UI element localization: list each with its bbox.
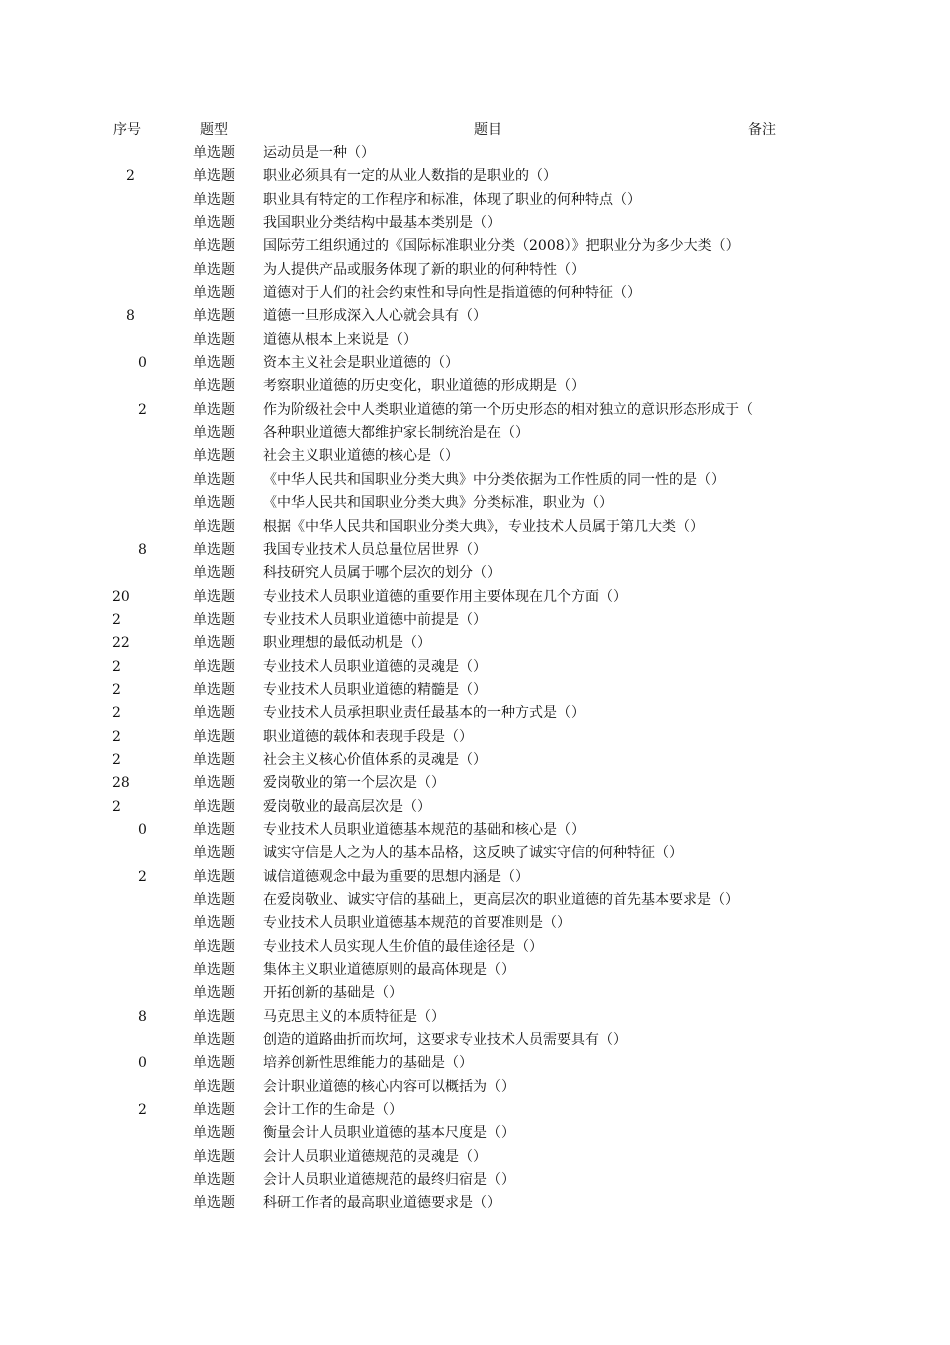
- row-number: 2: [112, 728, 121, 745]
- row-type: 单选题: [193, 168, 235, 185]
- row-type: 单选题: [193, 705, 235, 722]
- row-type: 单选题: [193, 751, 235, 768]
- row-question: 为人提供产品或服务体现了新的职业的何种特性（）: [263, 261, 585, 278]
- table-header: [0, 119, 950, 141]
- table-row: [0, 1006, 950, 1029]
- table-row: [0, 1076, 950, 1099]
- table-row: [0, 165, 950, 188]
- row-type: 单选题: [193, 845, 235, 862]
- row-type: 单选题: [193, 145, 235, 161]
- table-row: [0, 702, 950, 725]
- row-number: 28: [112, 775, 130, 792]
- table-row: [0, 259, 950, 282]
- row-type: 单选题: [193, 635, 235, 652]
- row-type: 单选题: [193, 588, 235, 605]
- row-type: 单选题: [193, 471, 235, 488]
- row-question: 国际劳工组织通过的《国际标准职业分类（2008）》把职业分为多少大类（）: [263, 238, 740, 255]
- table-row: [0, 375, 950, 398]
- table-row: [0, 679, 950, 702]
- row-type: 单选题: [193, 962, 235, 979]
- table-row: [0, 726, 950, 749]
- table-row: [0, 562, 950, 585]
- table-row: [0, 212, 950, 235]
- table-row: [0, 282, 950, 305]
- row-type: 单选题: [193, 261, 235, 278]
- header-question: 题目: [474, 122, 502, 138]
- row-question: 各种职业道德大都维护家长制统治是在（）: [263, 425, 529, 442]
- row-type: 单选题: [193, 728, 235, 745]
- table-row: [0, 819, 950, 842]
- table-row: [0, 609, 950, 632]
- row-number: 8: [126, 308, 135, 325]
- row-type: 单选题: [193, 495, 235, 512]
- row-question: 道德从根本上来说是（）: [263, 331, 417, 348]
- table-row: [0, 1052, 950, 1075]
- row-question: 《中华人民共和国职业分类大典》中分类依据为工作性质的同一性的是（）: [263, 471, 725, 488]
- table-row: [0, 936, 950, 959]
- row-type: 单选题: [193, 868, 235, 885]
- row-type: 单选题: [193, 658, 235, 675]
- row-type: 单选题: [193, 681, 235, 698]
- row-question: 我国职业分类结构中最基本类别是（）: [263, 215, 501, 232]
- row-type: 单选题: [193, 425, 235, 442]
- table-row: [0, 352, 950, 375]
- row-question: 职业道德的载体和表现手段是（）: [263, 728, 473, 745]
- table-row: [0, 796, 950, 819]
- row-question: 专业技术人员职业道德基本规范的基础和核心是（）: [263, 821, 585, 838]
- table-row: [0, 959, 950, 982]
- row-number: 22: [112, 635, 130, 652]
- row-question: 会计人员职业道德规范的灵魂是（）: [263, 1148, 487, 1165]
- row-question: 专业技术人员职业道德中前提是（）: [263, 611, 487, 628]
- row-number: 8: [138, 541, 147, 558]
- row-type: 单选题: [193, 1078, 235, 1095]
- table-row: [0, 492, 950, 515]
- table-row: [0, 399, 950, 422]
- row-number: 0: [138, 1055, 147, 1072]
- row-number: 0: [138, 355, 147, 372]
- row-type: 单选题: [193, 565, 235, 582]
- table-row: [0, 982, 950, 1005]
- row-question: 道德一旦形成深入人心就会具有（）: [263, 308, 487, 325]
- row-question: 集体主义职业道德原则的最高体现是（）: [263, 962, 515, 979]
- row-type: 单选题: [193, 798, 235, 815]
- table-row: [0, 656, 950, 679]
- row-number: 8: [138, 1008, 147, 1025]
- table-row: [0, 1169, 950, 1192]
- row-question: 作为阶级社会中人类职业道德的第一个历史形态的相对独立的意识形态形成于（: [263, 401, 753, 418]
- table-row: [0, 142, 950, 165]
- row-type: 单选题: [193, 1125, 235, 1142]
- row-type: 单选题: [193, 611, 235, 628]
- row-number: 2: [112, 705, 121, 722]
- row-question: 在爱岗敬业、诚实守信的基础上，更高层次的职业道德的首先基本要求是（）: [263, 892, 739, 908]
- row-type: 单选题: [193, 541, 235, 558]
- table-row: [0, 632, 950, 655]
- row-type: 单选题: [193, 285, 235, 302]
- row-type: 单选题: [193, 985, 235, 1002]
- header-note: 备注: [748, 122, 776, 138]
- row-type: 单选题: [193, 378, 235, 395]
- row-question: 我国专业技术人员总量位居世界（）: [263, 541, 487, 558]
- table-row: [0, 842, 950, 865]
- row-question: 专业技术人员职业道德的重要作用主要体现在几个方面（）: [263, 588, 627, 605]
- table-row: [0, 189, 950, 212]
- table-row: [0, 772, 950, 795]
- row-question: 专业技术人员职业道德的灵魂是（）: [263, 658, 487, 675]
- row-type: 单选题: [193, 1055, 235, 1072]
- row-type: 单选题: [193, 915, 235, 932]
- row-question: 职业具有特定的工作程序和标准，体现了职业的何种特点（）: [263, 191, 641, 208]
- row-type: 单选题: [193, 308, 235, 325]
- row-question: 《中华人民共和国职业分类大典》分类标准，职业为（）: [263, 495, 613, 512]
- row-type: 单选题: [193, 238, 235, 255]
- table-row: [0, 866, 950, 889]
- row-question: 根据《中华人民共和国职业分类大典》，专业技术人员属于第几大类（）: [263, 518, 704, 535]
- table-row: [0, 912, 950, 935]
- row-question: 开拓创新的基础是（）: [263, 985, 403, 1002]
- row-question: 职业理想的最低动机是（）: [263, 635, 431, 652]
- table-row: [0, 469, 950, 492]
- row-type: 单选题: [193, 775, 235, 792]
- row-question: 培养创新性思维能力的基础是（）: [263, 1055, 473, 1072]
- row-number: 0: [138, 821, 147, 838]
- row-question: 专业技术人员实现人生价值的最佳途径是（）: [263, 938, 543, 955]
- row-type: 单选题: [193, 1172, 235, 1189]
- table-row: [0, 422, 950, 445]
- table-row: [0, 305, 950, 328]
- row-type: 单选题: [193, 331, 235, 348]
- row-question: 创造的道路曲折而坎坷，这要求专业技术人员需要具有（）: [263, 1032, 627, 1049]
- row-question: 科技研究人员属于哪个层次的划分（）: [263, 565, 501, 582]
- row-question: 马克思主义的本质特征是（）: [263, 1008, 445, 1025]
- row-question: 运动员是一种（）: [263, 145, 375, 161]
- row-number: 2: [126, 168, 135, 185]
- row-number: 2: [112, 681, 121, 698]
- row-question: 社会主义职业道德的核心是（）: [263, 448, 459, 465]
- row-number: 2: [138, 401, 147, 418]
- table-row: [0, 235, 950, 258]
- row-question: 道德对于人们的社会约束性和导向性是指道德的何种特征（）: [263, 285, 641, 302]
- row-question: 专业技术人员承担职业责任最基本的一种方式是（）: [263, 705, 585, 722]
- row-number: 2: [112, 751, 121, 768]
- row-question: 衡量会计人员职业道德的基本尺度是（）: [263, 1125, 515, 1142]
- row-question: 社会主义核心价值体系的灵魂是（）: [263, 751, 487, 768]
- row-number: 20: [112, 588, 130, 605]
- row-type: 单选题: [193, 1102, 235, 1119]
- table-row: [0, 539, 950, 562]
- row-question: 考察职业道德的历史变化，职业道德的形成期是（）: [263, 378, 585, 395]
- table-row: [0, 1099, 950, 1122]
- row-type: 单选题: [193, 215, 235, 232]
- row-type: 单选题: [193, 1032, 235, 1049]
- table-row: [0, 889, 950, 912]
- table-row: [0, 1122, 950, 1145]
- row-number: 2: [138, 1102, 147, 1119]
- table-row: [0, 1192, 950, 1215]
- row-question: 诚信道德观念中最为重要的思想内涵是（）: [263, 868, 529, 885]
- row-question: 职业必须具有一定的从业人数指的是职业的（）: [263, 168, 557, 185]
- row-question: 诚实守信是人之为人的基本品格，这反映了诚实守信的何种特征（）: [263, 845, 683, 862]
- row-question: 专业技术人员职业道德基本规范的首要准则是（）: [263, 915, 571, 932]
- row-question: 爱岗敬业的最高层次是（）: [263, 798, 431, 815]
- row-type: 单选题: [193, 1195, 235, 1212]
- table-row: [0, 1146, 950, 1169]
- row-type: 单选题: [193, 518, 235, 535]
- row-type: 单选题: [193, 938, 235, 955]
- row-question: 会计人员职业道德规范的最终归宿是（）: [263, 1172, 515, 1189]
- row-question: 资本主义社会是职业道德的（）: [263, 355, 459, 372]
- header-type: 题型: [200, 122, 228, 138]
- row-type: 单选题: [193, 191, 235, 208]
- row-number: 2: [112, 611, 121, 628]
- row-type: 单选题: [193, 1148, 235, 1165]
- table-row: [0, 445, 950, 468]
- table-row: [0, 516, 950, 539]
- row-number: 2: [138, 868, 147, 885]
- row-type: 单选题: [193, 355, 235, 372]
- table-row: [0, 329, 950, 352]
- header-num: 序号: [113, 122, 141, 138]
- table-row: [0, 749, 950, 772]
- row-type: 单选题: [193, 401, 235, 418]
- row-number: 2: [112, 798, 121, 815]
- row-question: 会计工作的生命是（）: [263, 1102, 403, 1119]
- row-type: 单选题: [193, 892, 235, 908]
- row-question: 专业技术人员职业道德的精髓是（）: [263, 681, 487, 698]
- row-type: 单选题: [193, 1008, 235, 1025]
- table-row: [0, 1029, 950, 1052]
- row-question: 科研工作者的最高职业道德要求是（）: [263, 1195, 501, 1212]
- row-question: 会计职业道德的核心内容可以概括为（）: [263, 1078, 515, 1095]
- row-number: 2: [112, 658, 121, 675]
- row-question: 爱岗敬业的第一个层次是（）: [263, 775, 445, 792]
- table-row: [0, 586, 950, 609]
- row-type: 单选题: [193, 448, 235, 465]
- question-table: [0, 142, 950, 1216]
- row-type: 单选题: [193, 821, 235, 838]
